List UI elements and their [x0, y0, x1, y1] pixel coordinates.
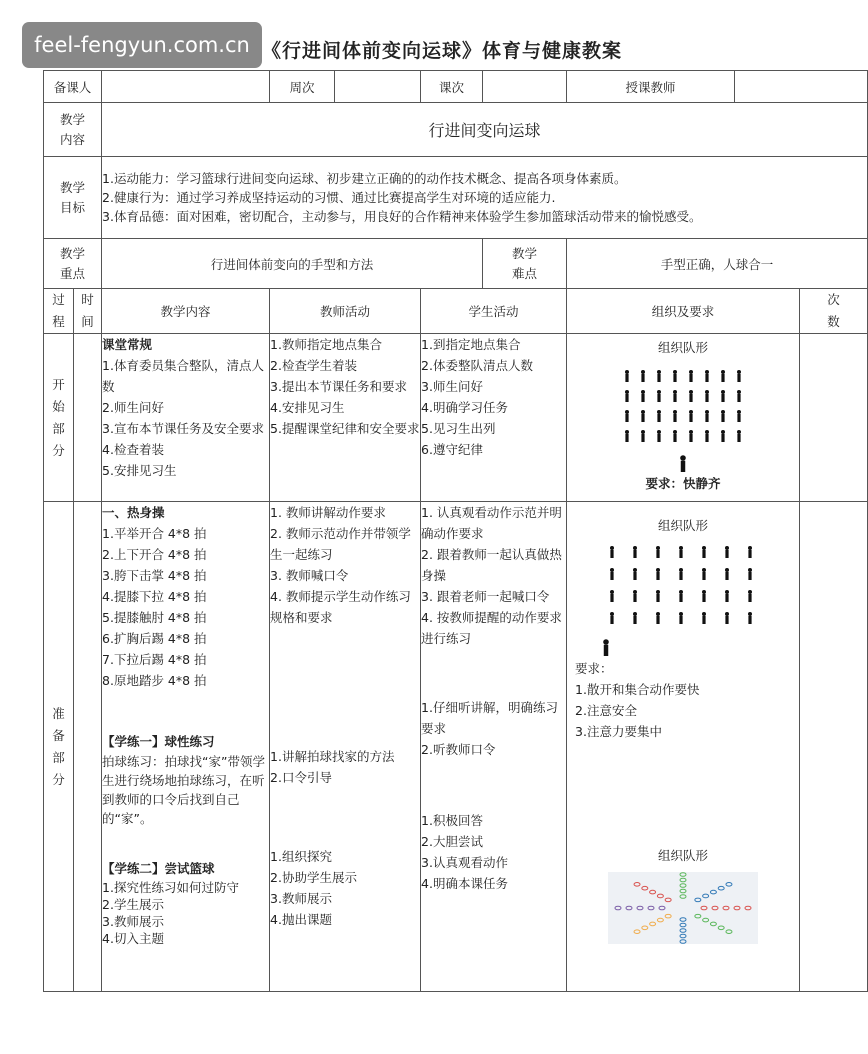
content-row: [44, 103, 868, 157]
spacer: [102, 691, 269, 731]
player-marker: [650, 890, 656, 894]
goal-item: 1.运动能力：学习篮球行进间变向运球、初步建立正确的的动作技术概念、提高各项身体素质。: [102, 171, 627, 186]
section-prep-org: [567, 502, 800, 992]
player-marker: [680, 884, 686, 888]
list-item: 5.提膝触肘 4*8 拍: [102, 610, 207, 625]
section-prep-content: [102, 502, 270, 992]
spacer: [270, 788, 420, 846]
section-prep-student: [421, 502, 567, 992]
list-item: 1.教师指定地点集合: [270, 337, 382, 352]
student-figure: [657, 430, 661, 434]
keypoints-value: 行进间体前变向的手型和方法: [102, 239, 483, 289]
section-prep-row: [44, 502, 868, 992]
student-figure-body: [689, 414, 692, 422]
student-figure-body: [702, 616, 705, 624]
section-start-label: 开 始 部 分: [44, 334, 74, 502]
section-start-row: [44, 334, 868, 502]
list-item: 2.学生展示: [102, 897, 164, 912]
col-student: 学生活动: [421, 289, 567, 334]
student-figure-body: [737, 434, 740, 442]
student-figure-body: [610, 616, 613, 624]
student-figure-body: [681, 461, 685, 472]
player-marker: [665, 914, 671, 918]
player-marker: [680, 934, 686, 938]
difficulty-label: 教学 难点: [483, 239, 567, 289]
org-title: 组织队形: [658, 848, 709, 863]
org-title: 组织队形: [658, 340, 709, 355]
header-row: [44, 71, 868, 103]
student-figure-body: [737, 394, 740, 402]
student-figure-body: [721, 374, 724, 382]
student-figure-body: [679, 550, 682, 558]
student-figure: [657, 410, 661, 414]
student-figure: [625, 410, 629, 414]
student-figure: [673, 410, 677, 414]
student-figure: [633, 568, 637, 572]
list-item: 1.组织探究: [270, 849, 332, 864]
keypoints-row: [44, 239, 868, 289]
list-item: 4.明确本课任务: [421, 876, 508, 891]
list-item: 5.见习生出列: [421, 421, 496, 436]
list-item: 2.注意安全: [575, 703, 637, 718]
player-marker: [710, 890, 716, 894]
list-item: 4. 教师提示学生动作练习规格和要求: [270, 589, 411, 625]
spacer: [421, 649, 566, 697]
list-item: 3.教师展示: [270, 891, 332, 906]
lesson-label: 课次: [421, 71, 483, 103]
list-item: 4.提膝下拉 4*8 拍: [102, 589, 207, 604]
player-marker: [634, 930, 640, 934]
student-figure: [705, 410, 709, 414]
student-figure-body: [673, 374, 676, 382]
teacher-label: 授课教师: [567, 71, 735, 103]
student-figure-body: [656, 572, 659, 580]
section-start-student: [421, 334, 567, 502]
list-item: 3. 教师喊口令: [270, 568, 349, 583]
student-figure: [689, 370, 693, 374]
student-figure-body: [725, 572, 728, 580]
section-start-content: [102, 334, 270, 502]
list-item: 2. 跟着教师一起认真做热身操: [421, 547, 562, 583]
player-marker: [648, 906, 654, 910]
player-marker: [634, 883, 640, 887]
player-marker: [703, 894, 709, 898]
list-item: 1.讲解拍球找家的方法: [270, 749, 395, 764]
student-figure: [748, 546, 752, 550]
section-prep-label: 准 备 部 分: [44, 502, 74, 992]
player-marker: [680, 878, 686, 882]
list-item: 1.积极回答: [421, 813, 483, 828]
player-marker: [680, 923, 686, 927]
col-times: 次 数: [800, 289, 868, 334]
student-figure-body: [625, 394, 628, 402]
page-title: 《行进间体前变向运球》体育与健康教案: [262, 40, 623, 62]
player-marker: [745, 906, 751, 910]
routine-title: 课堂常规: [102, 337, 153, 352]
student-figure-body: [721, 414, 724, 422]
section-prep-time: [74, 502, 102, 992]
student-figure-body: [673, 434, 676, 442]
list-item: 2.体委整队清点人数: [421, 358, 533, 373]
student-figure: [673, 370, 677, 374]
spacer: [421, 760, 566, 810]
student-figure-body: [633, 572, 636, 580]
list-item: 4.切入主题: [102, 931, 164, 946]
player-marker: [734, 906, 740, 910]
list-item: 7.下拉后踢 4*8 拍: [102, 652, 207, 667]
player-marker: [665, 898, 671, 902]
student-figure: [641, 390, 645, 394]
goal-item: 2.健康行为：通过学习养成坚持运动的习惯、通过比赛提高学生对环境的适应能力.: [102, 190, 556, 205]
player-marker: [726, 883, 732, 887]
player-marker: [703, 918, 709, 922]
list-item: 3.教师展示: [102, 914, 164, 929]
drill1-title: 【学练一】球性练习: [102, 734, 215, 749]
player-marker: [637, 906, 643, 910]
student-figure-body: [604, 645, 608, 656]
student-figure: [679, 546, 683, 550]
student-figure: [656, 612, 660, 616]
list-item: 4.明确学习任务: [421, 400, 508, 415]
student-figure-body: [625, 374, 628, 382]
student-figure: [610, 590, 614, 594]
student-figure: [633, 546, 637, 550]
student-figure-body: [689, 394, 692, 402]
student-figure: [679, 612, 683, 616]
student-figure: [737, 430, 741, 434]
player-marker: [695, 898, 701, 902]
content-value: 行进间变向运球: [102, 103, 868, 157]
list-item: 2.口令引导: [270, 770, 332, 785]
student-figure-body: [656, 594, 659, 602]
lesson-plan-table: [43, 70, 868, 992]
student-figure: [721, 410, 725, 414]
list-item: 3.宣布本节课任务及安全要求: [102, 421, 264, 436]
student-figure: [689, 430, 693, 434]
student-figure-body: [702, 550, 705, 558]
student-figure: [603, 639, 609, 645]
drill1-text: 拍球练习：拍球找“家”带领学生进行绕场地拍球练习，在听到教师的口令后找到自己的“家”。: [102, 754, 265, 826]
student-figure: [625, 430, 629, 434]
preparer-value: [102, 71, 270, 103]
student-figure: [725, 612, 729, 616]
student-figure: [748, 590, 752, 594]
teacher-value: [735, 71, 868, 103]
player-marker: [701, 906, 707, 910]
goals-list: [102, 157, 868, 239]
student-figure-body: [673, 394, 676, 402]
student-figure-body: [610, 572, 613, 580]
list-item: 4.安排见习生: [270, 400, 345, 415]
list-item: 3.师生问好: [421, 379, 483, 394]
org-requirements: [571, 658, 795, 742]
student-figure-body: [641, 374, 644, 382]
student-figure: [610, 546, 614, 550]
player-marker: [718, 886, 724, 890]
student-figure-body: [641, 434, 644, 442]
player-marker: [626, 906, 632, 910]
goal-item: 3.体育品德：面对困难，密切配合，主动参与，用良好的合作精神来体验学生参加篮球活动带来的愉悦感受。: [102, 209, 702, 224]
list-item: 1.仔细听讲解，明确练习要求: [421, 700, 558, 736]
student-figure-body: [679, 616, 682, 624]
col-process: 过 程: [44, 289, 74, 334]
student-figure-body: [725, 594, 728, 602]
spacer: [270, 628, 420, 746]
player-marker: [680, 895, 686, 899]
week-label: 周次: [270, 71, 335, 103]
student-figure: [748, 568, 752, 572]
section-prep-times: [800, 502, 868, 992]
formation-diagram: [603, 360, 763, 470]
org-title: 组织队形: [658, 518, 709, 533]
student-figure: [656, 590, 660, 594]
player-marker: [615, 906, 621, 910]
player-marker: [642, 926, 648, 930]
section-prep-teacher: [270, 502, 421, 992]
student-figure: [610, 568, 614, 572]
player-marker: [642, 886, 648, 890]
student-figure-body: [748, 594, 751, 602]
student-figure-body: [633, 594, 636, 602]
difficulty-value: 手型正确，人球合一: [567, 239, 868, 289]
student-figure: [725, 546, 729, 550]
student-figure: [737, 410, 741, 414]
student-figure: [737, 370, 741, 374]
section-start-org: [567, 334, 800, 502]
list-item: 2. 教师示范动作并带领学生一起练习: [270, 526, 411, 562]
student-figure: [702, 568, 706, 572]
student-figure: [641, 430, 645, 434]
student-figure: [680, 455, 686, 461]
col-time: 时 间: [74, 289, 102, 334]
section-start-time: [74, 334, 102, 502]
list-item: 5.安排见习生: [102, 463, 177, 478]
student-figure-body: [705, 374, 708, 382]
student-figure: [641, 370, 645, 374]
player-marker: [659, 906, 665, 910]
student-figure: [625, 370, 629, 374]
goals-row: [44, 157, 868, 239]
goals-label: 教学 目标: [44, 157, 102, 239]
list-item: 1.散开和集合动作要快: [575, 682, 700, 697]
student-figure-body: [641, 414, 644, 422]
list-item: 6.遵守纪律: [421, 442, 483, 457]
player-marker: [718, 926, 724, 930]
list-item: 5.提醒课堂纪律和安全要求: [270, 421, 420, 436]
student-figure-body: [641, 394, 644, 402]
col-content: 教学内容: [102, 289, 270, 334]
lesson-value: [483, 71, 567, 103]
player-marker: [680, 873, 686, 877]
student-figure-body: [656, 550, 659, 558]
player-marker: [726, 930, 732, 934]
drill2-title: 【学练二】尝试篮球: [102, 861, 215, 876]
student-figure-body: [737, 414, 740, 422]
student-figure: [721, 430, 725, 434]
student-figure-body: [679, 594, 682, 602]
section-start-teacher: [270, 334, 421, 502]
list-item: 3.提出本节课任务和要求: [270, 379, 407, 394]
student-figure: [705, 390, 709, 394]
student-figure: [721, 390, 725, 394]
student-figure-body: [702, 594, 705, 602]
student-figure-body: [633, 550, 636, 558]
student-figure: [673, 430, 677, 434]
list-item: 2.师生问好: [102, 400, 164, 415]
player-marker: [650, 922, 656, 926]
section-start-times: [800, 334, 868, 502]
list-item: 1.体育委员集合整队，清点人数: [102, 358, 264, 394]
student-figure-body: [721, 394, 724, 402]
student-figure-body: [748, 616, 751, 624]
student-figure-body: [610, 550, 613, 558]
student-figure-body: [721, 434, 724, 442]
student-figure: [641, 410, 645, 414]
watermark: feel-fengyun.com.cn: [22, 22, 262, 68]
player-marker: [680, 918, 686, 922]
list-item: 3. 跟着老师一起喊口令: [421, 589, 550, 604]
student-figure: [679, 568, 683, 572]
player-marker: [657, 918, 663, 922]
list-item: 2.大胆尝试: [421, 834, 483, 849]
player-marker: [657, 894, 663, 898]
warmup-title: 一、热身操: [102, 505, 165, 520]
org-requirement: 要求：快静齐: [645, 476, 721, 491]
student-figure-body: [705, 434, 708, 442]
student-figure: [673, 390, 677, 394]
list-item: 3.注意力要集中: [575, 724, 662, 739]
week-value: [335, 71, 421, 103]
player-marker: [712, 906, 718, 910]
student-figure-body: [610, 594, 613, 602]
student-figure: [657, 370, 661, 374]
keypoints-label: 教学 重点: [44, 239, 102, 289]
student-figure-body: [633, 616, 636, 624]
student-figure-body: [679, 572, 682, 580]
student-figure: [725, 568, 729, 572]
student-figure-body: [689, 434, 692, 442]
student-figure: [633, 590, 637, 594]
student-figure-body: [705, 394, 708, 402]
list-item: 4.抛出课题: [270, 912, 332, 927]
list-item: 6.扩胸后踢 4*8 拍: [102, 631, 207, 646]
player-marker: [723, 906, 729, 910]
star-formation-diagram: [608, 872, 758, 944]
student-figure-body: [656, 616, 659, 624]
req-title: 要求：: [575, 661, 613, 676]
list-item: 4.检查着装: [102, 442, 164, 457]
student-figure-body: [689, 374, 692, 382]
student-figure: [737, 390, 741, 394]
spacer: [102, 828, 269, 858]
student-figure-body: [625, 414, 628, 422]
student-figure: [725, 590, 729, 594]
student-figure: [610, 612, 614, 616]
list-item: 1. 认真观看动作示范并明确动作要求: [421, 505, 562, 541]
list-item: 2.检查学生着装: [270, 358, 357, 373]
student-figure: [702, 590, 706, 594]
student-figure: [633, 612, 637, 616]
list-item: 1.探究性练习如何过防守: [102, 880, 239, 895]
player-marker: [680, 929, 686, 933]
list-item: 2.协助学生展示: [270, 870, 357, 885]
list-item: 4. 按教师提醒的动作要求进行练习: [421, 610, 562, 646]
col-teacher: 教师活动: [270, 289, 421, 334]
player-marker: [695, 914, 701, 918]
player-marker: [680, 889, 686, 893]
list-item: 2.听教师口令: [421, 742, 496, 757]
student-figure: [702, 612, 706, 616]
student-figure: [656, 546, 660, 550]
list-item: 1.平举开合 4*8 拍: [102, 526, 207, 541]
student-figure-body: [673, 414, 676, 422]
student-figure-body: [702, 572, 705, 580]
list-item: 2.上下开合 4*8 拍: [102, 547, 207, 562]
student-figure: [748, 612, 752, 616]
student-figure: [656, 568, 660, 572]
student-figure-body: [725, 550, 728, 558]
student-figure: [625, 390, 629, 394]
column-header-row: [44, 289, 868, 334]
student-figure-body: [705, 414, 708, 422]
student-figure: [689, 390, 693, 394]
list-item: 3.认真观看动作: [421, 855, 508, 870]
student-figure-body: [625, 434, 628, 442]
student-figure-body: [657, 434, 660, 442]
student-figure: [702, 546, 706, 550]
formation-diagram-2: [598, 538, 768, 658]
col-org: 组织及要求: [567, 289, 800, 334]
student-figure-body: [657, 414, 660, 422]
student-figure-body: [657, 394, 660, 402]
list-item: 1. 教师讲解动作要求: [270, 505, 386, 520]
player-marker: [710, 922, 716, 926]
student-figure: [657, 390, 661, 394]
student-figure-body: [657, 374, 660, 382]
student-figure-body: [748, 572, 751, 580]
student-figure: [679, 590, 683, 594]
student-figure: [689, 410, 693, 414]
student-figure: [721, 370, 725, 374]
list-item: 1.到指定地点集合: [421, 337, 521, 352]
student-figure: [705, 430, 709, 434]
spacer: [571, 742, 795, 846]
student-figure: [705, 370, 709, 374]
student-figure-body: [725, 616, 728, 624]
player-marker: [680, 940, 686, 944]
student-figure-body: [748, 550, 751, 558]
student-figure-body: [737, 374, 740, 382]
content-label: 教学 内容: [44, 103, 102, 157]
list-item: 8.原地踏步 4*8 拍: [102, 673, 207, 688]
preparer-label: 备课人: [44, 71, 102, 103]
list-item: 3.胯下击掌 4*8 拍: [102, 568, 207, 583]
